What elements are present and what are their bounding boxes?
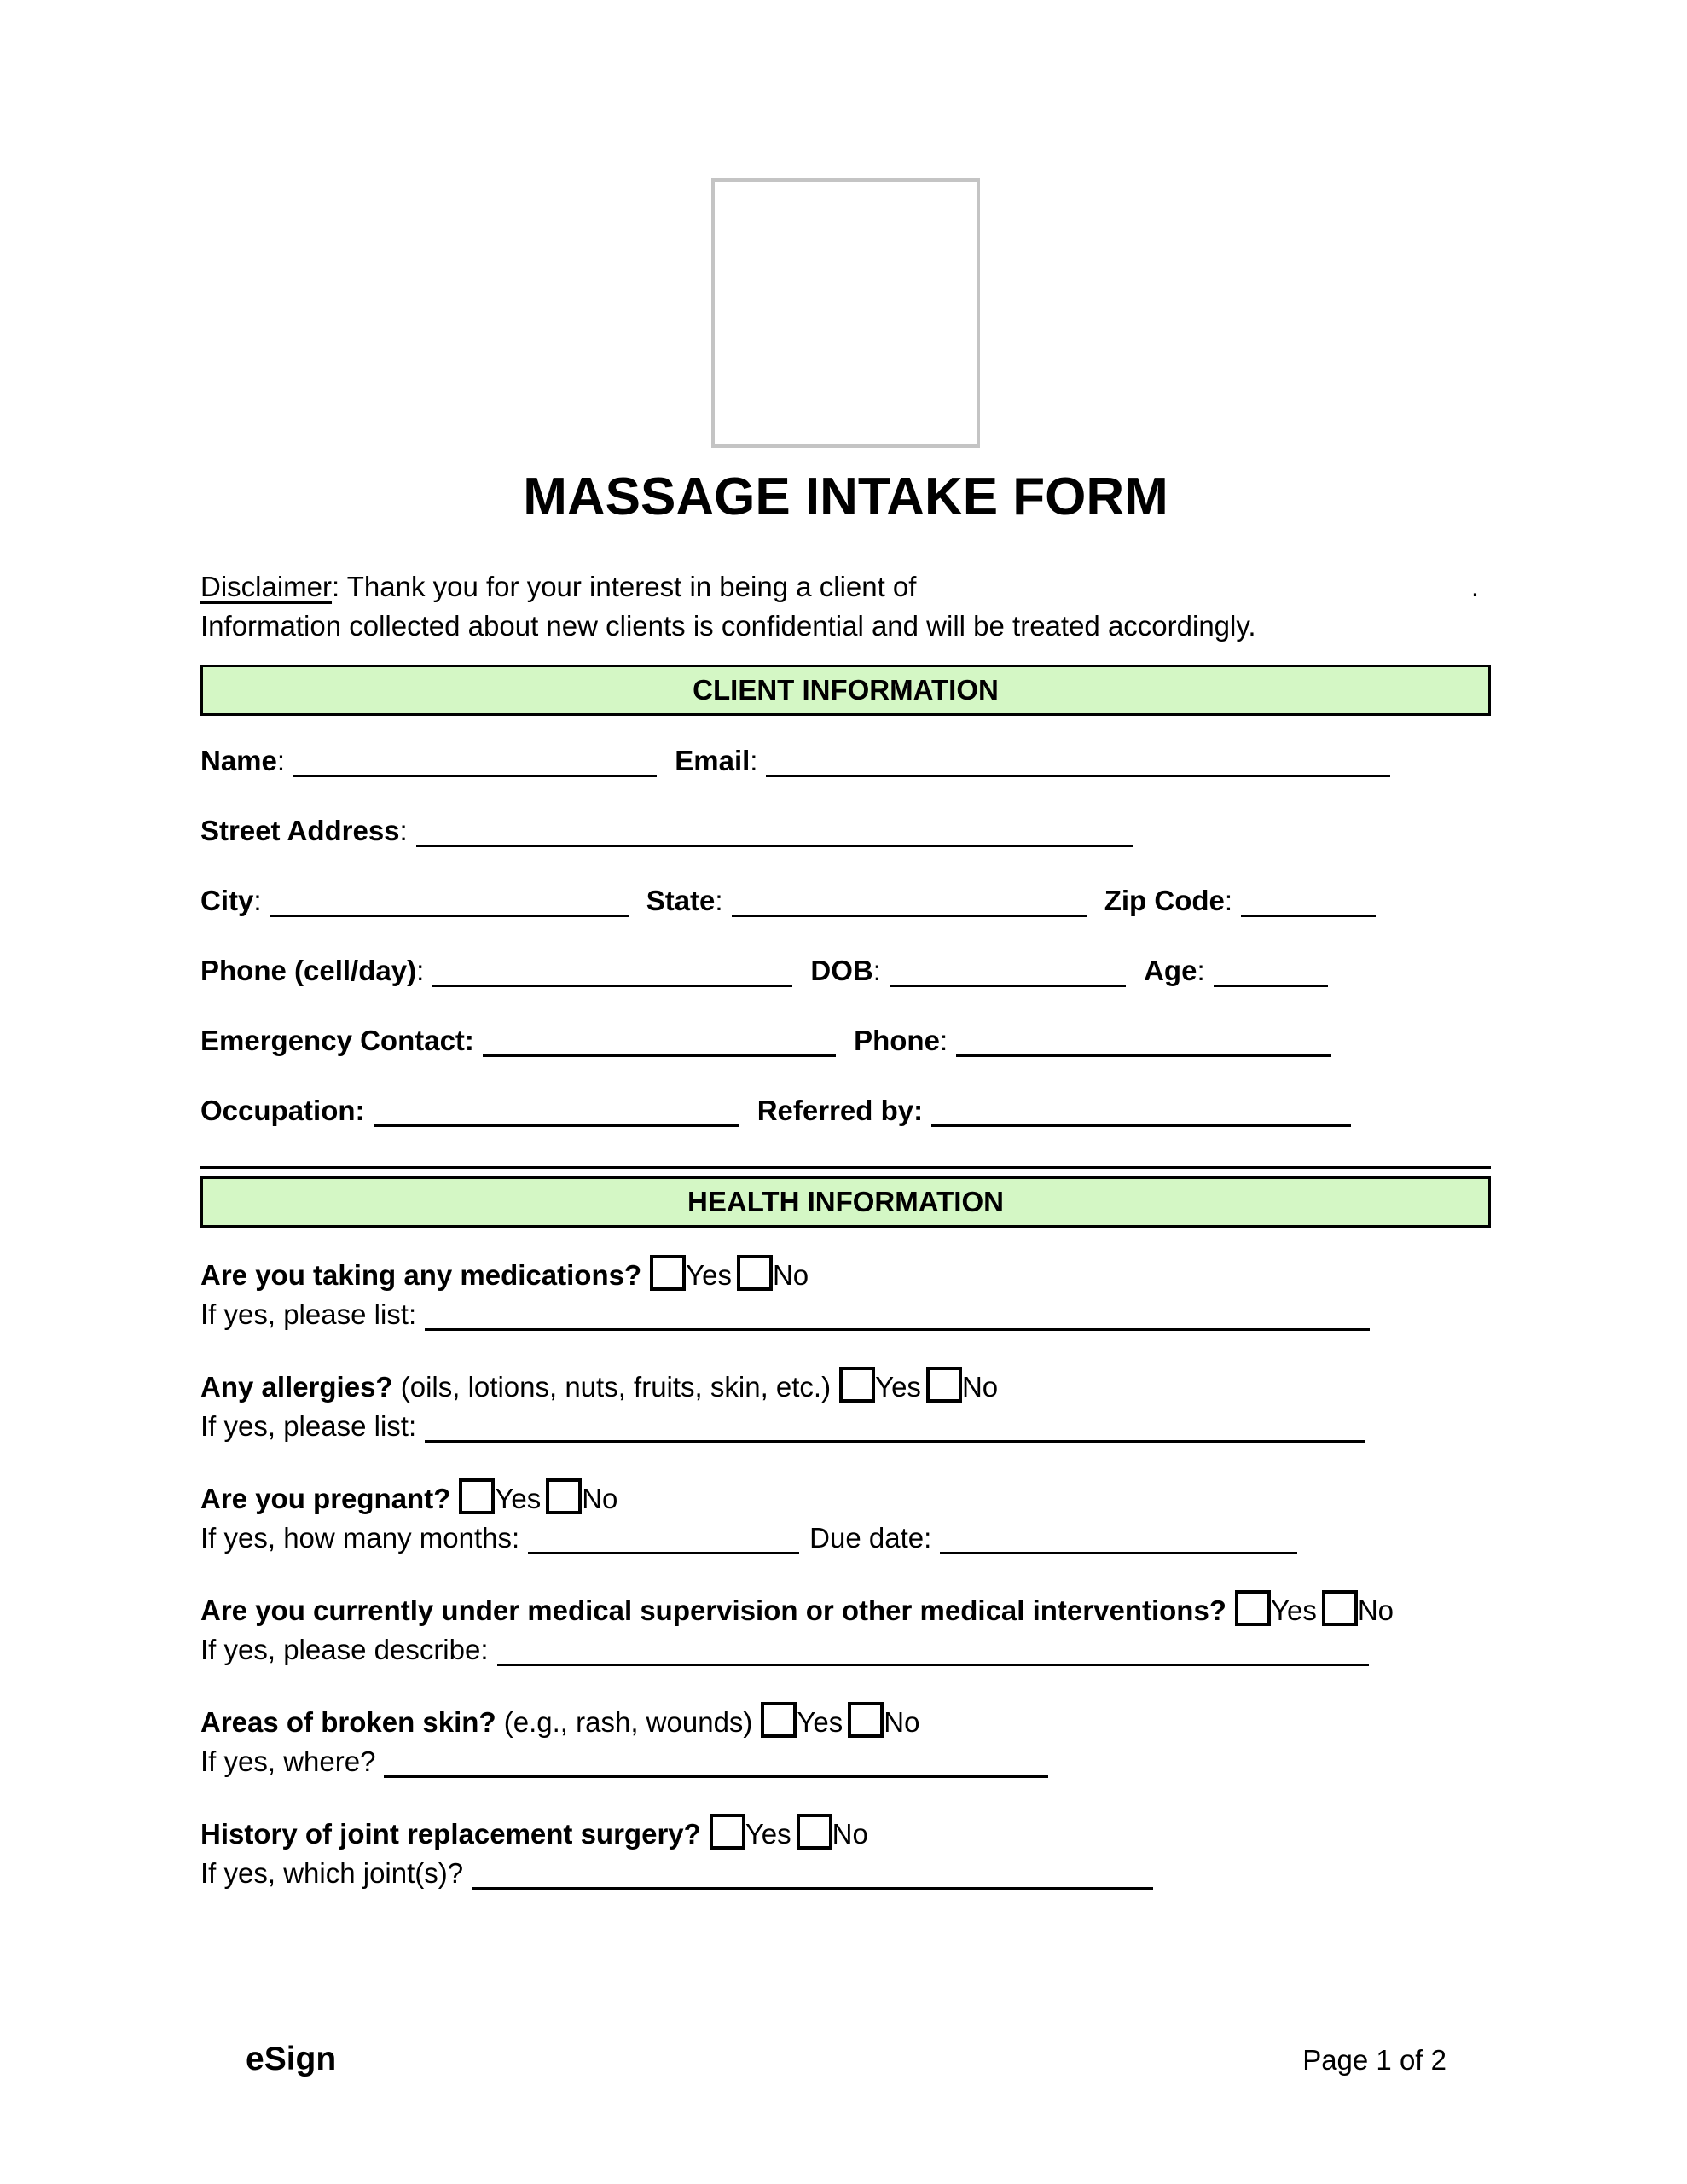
- dob-field: [810, 955, 1126, 986]
- emergency-phone-input-blank[interactable]: [956, 1046, 1331, 1057]
- yes-checkbox[interactable]: [459, 1478, 495, 1514]
- subfield-label: If yes, how many months:: [200, 1522, 520, 1554]
- city-input-blank[interactable]: [270, 906, 629, 917]
- emergency-phone-colon: :: [939, 1025, 948, 1056]
- email-colon: :: [750, 745, 758, 776]
- state-colon: :: [715, 885, 723, 916]
- zip-code-field: [1104, 885, 1376, 916]
- no-checkbox[interactable]: [797, 1814, 832, 1850]
- question-subline: [200, 1519, 1491, 1558]
- street-address-input-blank[interactable]: [416, 836, 1133, 847]
- referred-by-field: [757, 1095, 1351, 1126]
- dob-colon: :: [872, 955, 881, 986]
- name-label: Name: [200, 745, 277, 776]
- referred-by-label: Referred by:: [757, 1095, 924, 1126]
- subfield-label: If yes, please list:: [200, 1410, 417, 1442]
- yes-label: Yes: [1270, 1594, 1317, 1626]
- question-text: Areas of broken skin?: [200, 1706, 496, 1738]
- due-date-blank[interactable]: [940, 1543, 1297, 1554]
- question-subline: [200, 1742, 1491, 1781]
- question-broken-skin: [200, 1702, 1491, 1781]
- age-label: Age: [1144, 955, 1197, 986]
- yes-label: Yes: [686, 1259, 732, 1291]
- question-allergies: [200, 1367, 1491, 1446]
- logo-placeholder-box: [711, 178, 980, 448]
- email-label: Email: [675, 745, 751, 776]
- yes-checkbox[interactable]: [839, 1367, 875, 1403]
- yes-label: Yes: [495, 1483, 542, 1514]
- name-field: [200, 745, 657, 776]
- yes-label: Yes: [745, 1818, 791, 1850]
- page-content: [0, 178, 1687, 1893]
- due-date-label: Due date:: [809, 1522, 932, 1554]
- city-field: [200, 885, 629, 916]
- esign-brand: eSign: [246, 2041, 337, 2077]
- dob-input-blank[interactable]: [890, 976, 1126, 987]
- zip-code-input-blank[interactable]: [1241, 906, 1376, 917]
- occupation-field: [200, 1095, 739, 1126]
- street-address-field: [200, 815, 1133, 846]
- question-line: [200, 1702, 1491, 1742]
- health-information-questions: [200, 1255, 1491, 1893]
- field-row-name-email: [200, 741, 1491, 781]
- field-row-city-state-zip: [200, 881, 1491, 921]
- field-row-occupation-referred: [200, 1091, 1491, 1130]
- question-line: [200, 1255, 1491, 1295]
- street-address-label: Street Address: [200, 815, 400, 846]
- age-input-blank[interactable]: [1214, 976, 1328, 987]
- no-label: No: [832, 1818, 868, 1850]
- no-label: No: [772, 1259, 809, 1291]
- zip-code-colon: :: [1224, 885, 1233, 916]
- page-number: Page 1 of 2: [1302, 2044, 1446, 2076]
- occupation-label: Occupation:: [200, 1095, 365, 1126]
- name-input-blank[interactable]: [293, 766, 657, 777]
- no-checkbox[interactable]: [926, 1367, 962, 1403]
- age-field: [1144, 955, 1328, 986]
- question-line: [200, 1590, 1491, 1630]
- yes-checkbox[interactable]: [710, 1814, 745, 1850]
- field-row-phone-dob-age: [200, 951, 1491, 990]
- zip-code-label: Zip Code: [1104, 885, 1225, 916]
- allergies-list-blank[interactable]: [425, 1432, 1365, 1443]
- phone-cell-day-input-blank[interactable]: [432, 976, 792, 987]
- emergency-phone-field: [854, 1025, 1331, 1056]
- joint-replacement-which-blank[interactable]: [472, 1879, 1153, 1890]
- disclaimer: [200, 567, 1491, 646]
- subfield-label: If yes, where?: [200, 1745, 376, 1777]
- client-information-header: CLIENT INFORMATION: [200, 665, 1491, 716]
- phone-cell-day-label: Phone (cell/day): [200, 955, 417, 986]
- field-row-street-address: [200, 811, 1491, 851]
- no-label: No: [961, 1371, 999, 1403]
- question-text: History of joint replacement surgery?: [200, 1818, 701, 1850]
- yes-label: Yes: [797, 1706, 844, 1738]
- question-note: (oils, lotions, nuts, fruits, skin, etc.): [392, 1371, 832, 1403]
- question-line: [200, 1814, 1491, 1854]
- yes-label: Yes: [875, 1371, 921, 1403]
- street-address-colon: :: [399, 815, 408, 846]
- city-colon: :: [253, 885, 262, 916]
- question-subline: [200, 1407, 1491, 1446]
- subfield-label: If yes, please describe:: [200, 1634, 489, 1665]
- question-subline: [200, 1295, 1491, 1334]
- name-colon: :: [276, 745, 286, 776]
- question-text: Are you currently under medical supervision or other medical interventions?: [200, 1594, 1226, 1626]
- pre-section-divider: [200, 1166, 1491, 1169]
- question-note: (e.g., rash, wounds): [496, 1706, 753, 1738]
- question-pregnant: [200, 1478, 1491, 1558]
- occupation-input-blank[interactable]: [374, 1116, 739, 1127]
- disclaimer-label: Disclaimer: [200, 571, 333, 602]
- pregnancy-months-blank[interactable]: [528, 1543, 799, 1554]
- question-medications: [200, 1255, 1491, 1334]
- question-text: Are you taking any medications?: [200, 1259, 642, 1291]
- disclaimer-line1-text: : Thank you for your interest in being a client of: [332, 571, 917, 602]
- question-line: [200, 1478, 1491, 1519]
- age-colon: :: [1197, 955, 1205, 986]
- subfield-label: If yes, which joint(s)?: [200, 1857, 464, 1889]
- city-label: City: [200, 885, 254, 916]
- question-text: Any allergies?: [200, 1371, 393, 1403]
- page-footer: [246, 2041, 1446, 2078]
- client-information-fields: [200, 741, 1491, 1130]
- state-label: State: [646, 885, 716, 916]
- state-input-blank[interactable]: [732, 906, 1087, 917]
- question-medical-supervision: [200, 1590, 1491, 1670]
- no-checkbox[interactable]: [737, 1255, 773, 1291]
- state-field: [646, 885, 1087, 916]
- question-subline: [200, 1630, 1491, 1670]
- no-checkbox[interactable]: [848, 1702, 884, 1738]
- yes-checkbox[interactable]: [761, 1702, 797, 1738]
- yes-checkbox[interactable]: [650, 1255, 686, 1291]
- dob-label: DOB: [810, 955, 873, 986]
- no-label: No: [884, 1706, 920, 1738]
- referred-by-input-blank[interactable]: [931, 1116, 1351, 1127]
- no-label: No: [1357, 1594, 1394, 1626]
- question-subline: [200, 1854, 1491, 1893]
- question-line: [200, 1367, 1491, 1407]
- disclaimer-line-1: [200, 567, 1491, 607]
- broken-skin-where-blank[interactable]: [384, 1767, 1048, 1778]
- form-title: MASSAGE INTAKE FORM: [523, 468, 1168, 526]
- disclaimer-line-2: Information collected about new clients is confidential and will be treated accordingly.: [200, 610, 1256, 642]
- disclaimer-text: [200, 567, 916, 607]
- no-label: No: [582, 1483, 618, 1514]
- emergency-contact-input-blank[interactable]: [483, 1046, 836, 1057]
- health-information-header: HEALTH INFORMATION: [200, 1176, 1491, 1228]
- emergency-phone-label: Phone: [854, 1025, 940, 1056]
- yes-checkbox[interactable]: [1235, 1590, 1271, 1626]
- no-checkbox[interactable]: [1322, 1590, 1358, 1626]
- medications-list-blank[interactable]: [425, 1320, 1370, 1331]
- field-row-emergency-contact: [200, 1021, 1491, 1060]
- no-checkbox[interactable]: [546, 1478, 582, 1514]
- emergency-contact-label: Emergency Contact:: [200, 1025, 474, 1056]
- email-field: [675, 745, 1390, 776]
- phone-cell-day-field: [200, 955, 792, 986]
- question-text: Are you pregnant?: [200, 1483, 451, 1514]
- question-joint-replacement: [200, 1814, 1491, 1893]
- subfield-label: If yes, please list:: [200, 1298, 417, 1330]
- disclaimer-line1-period: .: [1470, 571, 1479, 602]
- phone-cell-day-colon: :: [416, 955, 425, 986]
- email-input-blank[interactable]: [766, 766, 1390, 777]
- emergency-contact-field: [200, 1025, 836, 1056]
- medical-supervision-describe-blank[interactable]: [497, 1655, 1369, 1666]
